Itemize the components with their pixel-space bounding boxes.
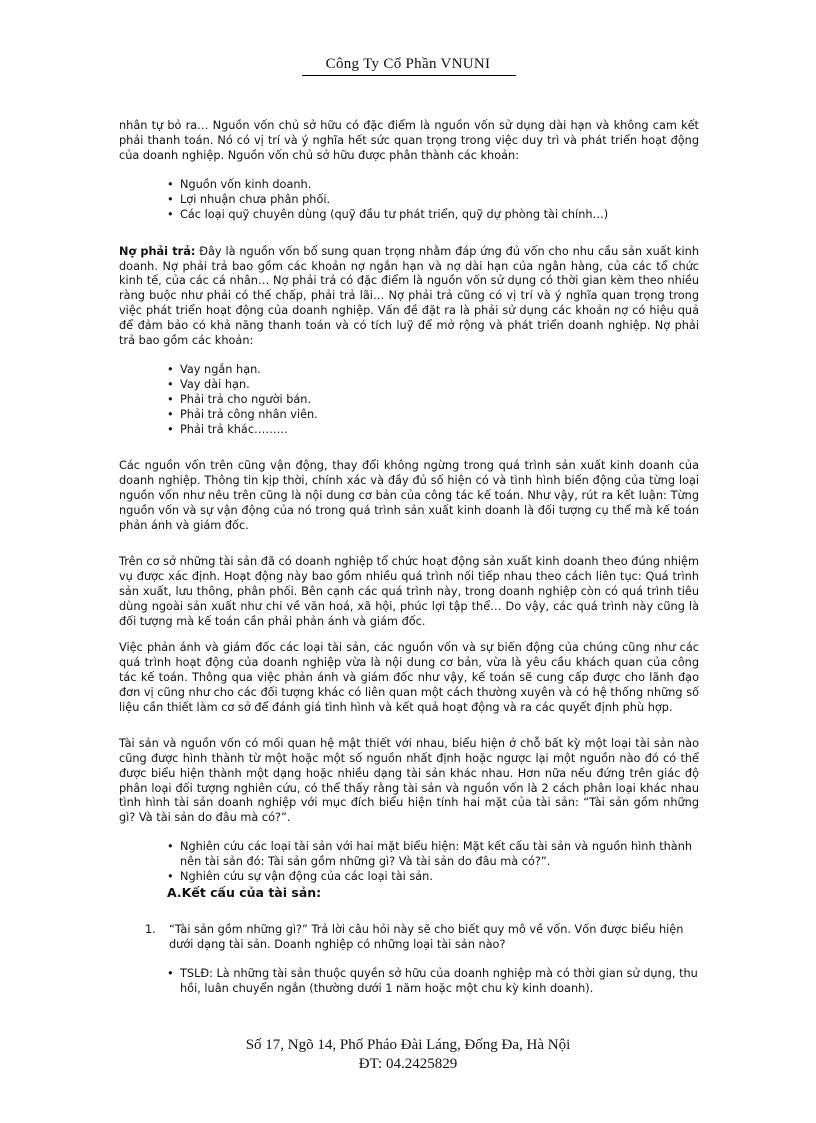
- debt-paragraph: [119, 245, 699, 349]
- list-item: • Nguồn vốn kinh doanh.: [167, 178, 699, 193]
- list-item: • TSLĐ: Là những tài sản thuộc quyền sở hữu của doanh nghiệp mà có thời gian sử dụng, thu hồi, luân chuyển ngắn (thường dưới 1 năm hoặc một chu kỳ kinh doanh).: [167, 967, 699, 997]
- intro-paragraph: nhân tự bỏ ra… Nguồn vốn chủ sở hữu có đặc điểm là nguồn vốn sử dụng dài hạn và không cam kết phải thanh toán. Nó có vị trí và ý nghĩa hết sức quan trọng trong việc duy trì và phát triển hoạt động của doanh nghiệp. Nguồn vốn chủ sở hữu được phân thành các khoản:: [119, 119, 699, 162]
- company-name: Công Ty Cổ Phần VNUNI: [325, 56, 491, 72]
- list-item: • Phải trả cho người bán.: [167, 393, 699, 408]
- body-paragraph: Việc phản ánh và giám đốc các loại tài sản, các nguồn vốn và sự biến động của chúng cũng như các quá trình hoạt động của doanh nghiệp vừa là nội dung cơ bản, vừa là yêu cầu khách quan của công tác kế toán. Thông qua việc phản ánh và giám đốc như vậy, kế toán sẽ cung cấp được cho lãnh đạo đơn vị cũng như cho các đối tượng khác có liên quan một cách thường xuyên và có hệ thống những số liệu cần thiết làm cơ sở để đánh giá tình hình và kết quả hoạt động và ra các quyết định phù hợp.: [119, 641, 699, 714]
- list-item: • Vay dài hạn.: [167, 378, 699, 393]
- section-a-heading: A.Kết cấu của tài sản:: [167, 885, 322, 901]
- list-item: • Nghiên cứu các loại tài sản với hai mặt biểu hiện: Mặt kết cấu tài sản và nguồn hình thành nên tài sản đó: Tài sản gồm những gì? Và tài sản do đâu mà có?”.: [167, 840, 699, 870]
- header-underline: [302, 75, 516, 76]
- body-paragraph: Tài sản và nguồn vốn có mối quan hệ mật thiết với nhau, biểu hiện ở chỗ bất kỳ một loại tài sản nào cũng được hình thành từ một hoặc một số nguồn nhất định hoặc ngược lại một nguồn nào đó có thể được biểu hiện thành một dạng hoặc nhiều dạng tài sản khác nhau. Hơn nữa nếu đứng trên giác độ phân loại đối tượng nghiên cứu, có thể thấy rằng tài sản và nguồn vốn là 2 cách phân loại khác nhau tình hình tài sản doanh nghiệp với mục đích biểu hiện tính hai mặt của tài sản: “Tài sản gồm những gì? Và tài sản do đâu mà có?”.: [119, 737, 699, 825]
- debt-list: [167, 363, 699, 437]
- document-body: [119, 119, 699, 996]
- list-item: • Phải trả công nhân viên.: [167, 408, 699, 423]
- debt-text: Đây là nguồn vốn bổ sung quan trọng nhằm đáp ứng đủ vốn cho nhu cầu sản xuất kinh doanh. Nợ phải trả bao gồm các khoản nợ ngắn hạn và nợ dài hạn của ngân hàng, của các tổ chức kinh tế, của các cá nhân… Nợ phải trả có đặc điểm là nguồn vốn sử dụng có thời gian kèm theo nhiều ràng buộc như phải có thế chấp, phải trả lãi… Nợ phải trả cũng có vị trí và ý nghĩa quan trọng trong việc phát triển hoạt động của doanh nghiệp. Vấn đề đặt ra là phải sử dụng các khoản nợ có hiệu quả để đảm bảo có khả năng thanh toán và có tích luỹ để mở rộng và phát triển doanh nghiệp. Nợ phải trả bao gồm các khoản:: [119, 244, 699, 347]
- footer-address: Số 17, Ngõ 14, Phố Pháo Đài Láng, Đống Đa, Hà Nội: [245, 1037, 571, 1053]
- item-text: “Tài sản gồm những gì?” Trả lời câu hỏi này sẽ cho biết quy mô về vốn. Vốn được biểu hiện dưới dạng tài sản. Doanh nghiệp có những loại tài sản nào?: [169, 923, 684, 952]
- equity-list: [167, 178, 699, 222]
- list-item: • Vay ngắn hạn.: [167, 363, 699, 378]
- numbered-item: [119, 923, 699, 953]
- body-paragraph: Trên cơ sở những tài sản đã có doanh nghiệp tổ chức hoạt động sản xuất kinh doanh theo đúng nhiệm vụ được xác định. Hoạt động này bao gồm nhiều quá trình nối tiếp nhau theo cách liên tục: Quá trình sản xuất, lưu thông, phân phối. Bên cạnh các quá trình này, trong doanh nghiệp còn có quá trình tiêu dùng ngoài sản xuất như chi về văn hoá, xã hội, phúc lợi tập thể… Do vậy, các quá trình này cũng là đối tượng mà kế toán cần phải phản ánh và giám đốc.: [119, 555, 699, 628]
- list-item: • Lợi nhuận chưa phân phối.: [167, 193, 699, 208]
- footer-phone: ĐT: 04.2425829: [358, 1056, 458, 1072]
- item-number: 1.: [145, 923, 156, 937]
- debt-label: Nợ phải trả:: [119, 244, 196, 258]
- page-footer: [0, 1036, 816, 1074]
- list-item: • Phải trả khác………: [167, 423, 699, 438]
- research-list: [167, 840, 699, 884]
- page-header: [0, 53, 816, 73]
- body-paragraph: Các nguồn vốn trên cũng vận động, thay đổi không ngừng trong quá trình sản xuất kinh doanh của doanh nghiệp. Thông tin kịp thời, chính xác và đầy đủ số hiện có và tình hình biến động của từng loại nguồn vốn như nêu trên cũng là nội dung cơ bản của công tác kế toán. Như vậy, rút ra kết luận: Từng nguồn vốn và sự vận động của nó trong quá trình sản xuất kinh doanh là đối tượng cụ thể mà kế toán phản ánh và giám đốc.: [119, 459, 699, 532]
- tsld-list: [167, 967, 699, 997]
- list-item: • Nghiên cứu sự vận động của các loại tài sản.: [167, 870, 699, 885]
- list-item: • Các loại quỹ chuyên dùng (quỹ đầu tư phát triển, quỹ dự phòng tài chính…): [167, 208, 699, 223]
